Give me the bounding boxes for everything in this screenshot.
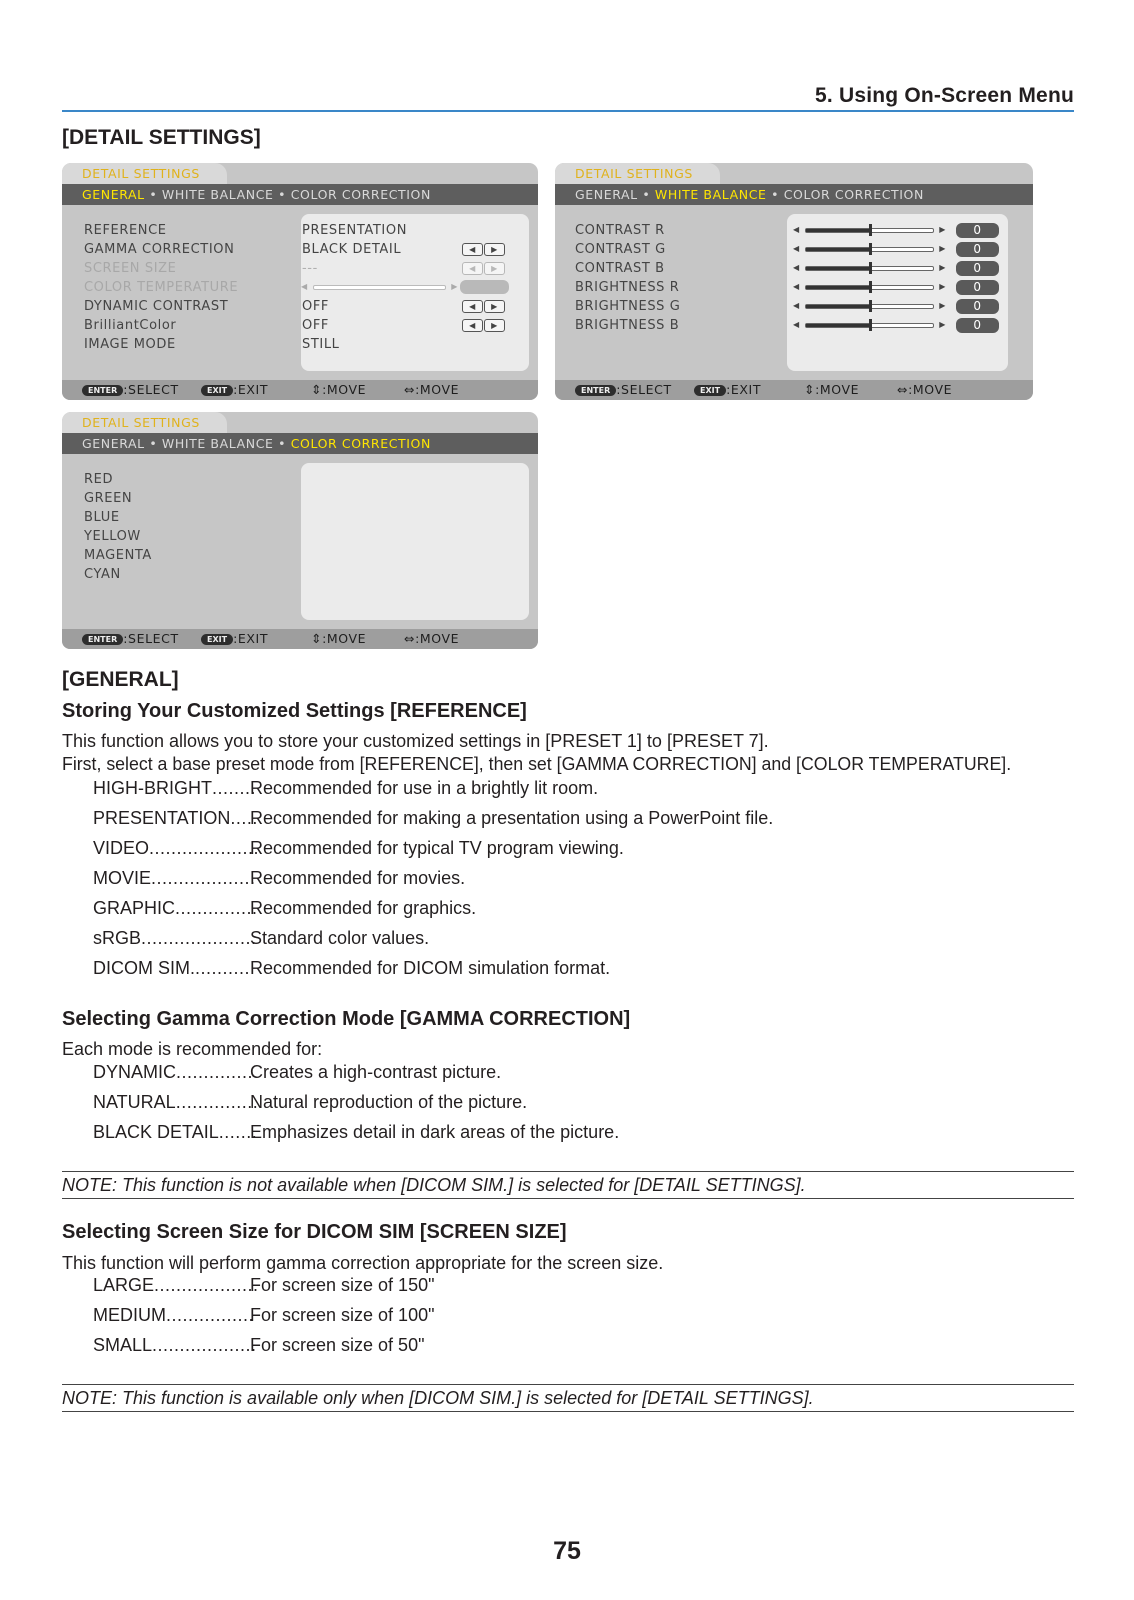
general-title: [GENERAL] [62,668,179,691]
exit-key-icon: EXIT [201,634,233,645]
definition-description: For screen size of 150" [250,1275,435,1295]
adjust-slider[interactable] [793,281,946,293]
menu-item-contrast-r[interactable]: CONTRAST R [575,223,665,238]
arrow-left-icon: ◀ [793,244,800,253]
value-box: 0 [956,223,999,238]
left-right-arrows[interactable] [462,300,506,313]
tab-color-correction[interactable]: COLOR CORRECTION [290,187,431,202]
menu-item-gamma-correction[interactable]: GAMMA CORRECTION [84,242,235,257]
value-box: 0 [956,318,999,333]
enter-key-icon: ENTER [575,385,616,396]
slider-handle[interactable] [869,319,872,331]
screen-size-item [93,1300,435,1330]
value-box [460,280,509,294]
definition-term: BLACK DETAIL [93,1122,219,1142]
slider-handle[interactable] [869,281,872,293]
osd-menu-white-balance [555,163,1033,400]
reference-title: Storing Your Customized Settings [REFERENCE] [62,700,527,722]
definition-description: Recommended for use in a brightly lit room. [250,778,599,798]
arrow-right-icon: ▶ [939,320,946,329]
arrow-right-icon: ▶ [939,301,946,310]
tab-general[interactable]: GENERAL [575,187,638,202]
value-gamma-correction: BLACK DETAIL [302,242,402,257]
definition-term: VIDEO [93,838,150,858]
footer-move-horizontal: ⇔:MOVE [897,382,953,397]
menu-item-yellow[interactable]: YELLOW [84,529,141,544]
leader-dots: ................... [154,1275,259,1295]
definition-term: sRGB [93,928,142,948]
reference-item [93,923,430,953]
value-box: 0 [956,261,999,276]
osd-menu-color-correction [62,412,538,649]
arrow-right-icon: ▶ [939,225,946,234]
gamma-definition-list [93,1057,620,1147]
osd-tab-bar [62,433,538,454]
definition-description: Recommended for movies. [250,868,466,888]
definition-term: GRAPHIC [93,898,176,918]
menu-item-green[interactable]: GREEN [84,491,133,506]
tab-white-balance[interactable]: WHITE BALANCE [161,187,274,202]
definition-term: SMALL [93,1335,153,1355]
leader-dots: .......... [195,958,251,978]
arrow-left-icon: ◀ [793,263,800,272]
tab-separator: • [278,187,287,202]
definition-term: HIGH-BRIGHT [93,778,212,798]
exit-key-icon: EXIT [201,385,233,396]
adjust-slider[interactable] [793,300,946,312]
value-box: 0 [956,242,999,257]
tab-color-correction[interactable]: COLOR CORRECTION [783,187,924,202]
osd-footer [62,380,538,400]
reference-item [93,863,466,893]
screen-size-intro: This function will perform gamma correction appropriate for the screen size. [62,1253,664,1273]
adjust-slider[interactable] [793,262,946,274]
definition-description: For screen size of 50" [250,1335,425,1355]
screen-size-title: Selecting Screen Size for DICOM SIM [SCREEN SIZE] [62,1221,567,1243]
definition-description: Recommended for making a presentation using a PowerPoint file. [250,808,774,828]
gamma-item [93,1117,620,1147]
value-brilliantcolor: OFF [302,318,329,333]
gamma-note: NOTE: This function is not available when [DICOM SIM.] is selected for [DETAIL SETTINGS]. [62,1171,1074,1199]
menu-item-brightness-g[interactable]: BRIGHTNESS G [575,299,681,314]
header-rule [62,110,1074,112]
gamma-intro: Each mode is recommended for: [62,1039,323,1059]
footer-select: :SELECT [616,382,672,397]
screen-size-item [93,1330,425,1360]
footer-move-vertical: ⇕:MOVE [311,631,367,646]
menu-item-brightness-b[interactable]: BRIGHTNESS B [575,318,680,333]
chapter-header: 5. Using On-Screen Menu [815,84,1074,107]
menu-item-brightness-r[interactable]: BRIGHTNESS R [575,280,680,295]
screen-size-note: NOTE: This function is available only when [DICOM SIM.] is selected for [DETAIL SETTINGS]. [62,1384,1074,1412]
enter-key-icon: ENTER [82,385,123,396]
left-right-arrows[interactable] [462,319,506,332]
reference-item [93,773,599,803]
leader-dots: .............. [176,1062,254,1082]
tab-white-balance[interactable]: WHITE BALANCE [654,187,767,202]
screen-size-item [93,1270,435,1300]
value-screen-size: --- [302,261,318,276]
value-reference: PRESENTATION [302,223,408,238]
value-image-mode: STILL [302,337,340,352]
adjust-slider[interactable] [793,243,946,255]
tab-separator: • [771,187,780,202]
tab-white-balance[interactable]: WHITE BALANCE [161,436,274,451]
arrow-right-icon: ▶ [484,300,505,313]
exit-key-icon: EXIT [694,385,726,396]
slider-handle[interactable] [869,224,872,236]
arrow-left-icon: ◀ [793,320,800,329]
gamma-item [93,1087,528,1117]
definition-description: Recommended for graphics. [250,898,477,918]
left-right-arrows [462,262,506,275]
menu-item-contrast-g[interactable]: CONTRAST G [575,242,666,257]
reference-definition-list [93,773,774,983]
menu-item-dynamic-contrast[interactable]: DYNAMIC CONTRAST [84,299,229,314]
footer-select: :SELECT [123,631,179,646]
arrow-left-icon: ◀ [793,301,800,310]
slider-handle[interactable] [869,243,872,255]
leader-dots: ................ [166,1305,255,1325]
footer-exit: :EXIT [726,382,762,397]
definition-description: Creates a high-contrast picture. [250,1062,502,1082]
reference-item [93,893,477,923]
menu-item-image-mode[interactable]: IMAGE MODE [84,337,176,352]
footer-move-horizontal: ⇔:MOVE [404,631,460,646]
value-dynamic-contrast: OFF [302,299,329,314]
reference-item [93,803,774,833]
value-box: 0 [956,299,999,314]
tab-general[interactable]: GENERAL [82,436,145,451]
gamma-item [93,1057,502,1087]
section-title: [DETAIL SETTINGS] [62,126,261,149]
arrow-right-icon: ▶ [939,282,946,291]
osd-tab-bar [62,184,538,205]
arrow-left-icon: ◀ [462,243,483,256]
definition-description: Standard color values. [250,928,430,948]
osd-title: DETAIL SETTINGS [62,412,227,433]
menu-item-screen-size: SCREEN SIZE [84,261,177,276]
osd-footer [555,380,1033,400]
definition-term: NATURAL [93,1092,176,1112]
osd-tab-bar [555,184,1033,205]
definition-description: Natural reproduction of the picture. [250,1092,528,1112]
leader-dots: ................... [152,1335,257,1355]
leader-dots: ........ [212,778,257,798]
gamma-title: Selecting Gamma Correction Mode [GAMMA CORRECTION] [62,1008,631,1030]
menu-item-blue[interactable]: BLUE [84,510,120,525]
definition-term: MOVIE [93,868,152,888]
arrow-left-icon: ◀ [462,319,483,332]
screen-size-definition-list [93,1270,435,1360]
menu-item-contrast-b[interactable]: CONTRAST B [575,261,665,276]
reference-item [93,953,611,983]
leader-dots: ................... [151,868,256,888]
menu-item-red[interactable]: RED [84,472,114,487]
arrow-left-icon: ◀ [793,282,800,291]
leader-dots: ............... [175,1092,259,1112]
leader-dots: ............... [175,898,258,918]
slider-handle[interactable] [869,262,872,274]
enter-key-icon: ENTER [82,634,123,645]
arrow-left-icon: ◀ [793,225,800,234]
left-right-arrows[interactable] [462,243,506,256]
tab-separator: • [149,436,158,451]
footer-select: :SELECT [123,382,179,397]
color-temperature-slider [301,281,458,293]
arrow-right-icon: ▶ [484,243,505,256]
definition-description: For screen size of 100" [250,1305,435,1325]
osd-footer [62,629,538,649]
leader-dots: .................... [149,838,260,858]
leader-dots: ....... [218,1122,258,1142]
leader-dots: ..... [230,808,258,828]
adjust-slider[interactable] [793,319,946,331]
footer-move-vertical: ⇕:MOVE [804,382,860,397]
reference-item [93,833,624,863]
menu-item-magenta[interactable]: MAGENTA [84,548,152,563]
footer-move-vertical: ⇕:MOVE [311,382,367,397]
menu-item-reference[interactable]: REFERENCE [84,223,167,238]
arrow-right-icon: ▶ [939,244,946,253]
value-box: 0 [956,280,999,295]
value-panel [301,463,529,620]
tab-separator: • [278,436,287,451]
menu-item-cyan[interactable]: CYAN [84,567,121,582]
footer-move-horizontal: ⇔:MOVE [404,382,460,397]
arrow-right-icon: ▶ [451,282,458,291]
tab-general[interactable]: GENERAL [82,187,145,202]
definition-description: Emphasizes detail in dark areas of the picture. [250,1122,620,1142]
footer-exit: :EXIT [233,382,269,397]
osd-menu-general [62,163,538,400]
leader-dots: ..................... [141,928,257,948]
tab-color-correction[interactable]: COLOR CORRECTION [290,436,431,451]
osd-title: DETAIL SETTINGS [555,163,720,184]
arrow-right-icon: ▶ [484,319,505,332]
definition-description: Recommended for typical TV program viewing. [250,838,624,858]
definition-term: DICOM SIM. [93,958,195,978]
definition-term: PRESENTATION [93,808,231,828]
definition-term: LARGE [93,1275,155,1295]
arrow-left-icon: ◀ [301,282,308,291]
reference-line-2: First, select a base preset mode from [REFERENCE], then set [GAMMA CORRECTION] and [COLOR TEMPERATURE]. [62,754,1012,774]
menu-item-color-temperature: COLOR TEMPERATURE [84,280,239,295]
arrow-right-icon: ▶ [484,262,505,275]
tab-separator: • [149,187,158,202]
arrow-left-icon: ◀ [462,262,483,275]
slider-handle[interactable] [869,300,872,312]
definition-term: MEDIUM [93,1305,166,1325]
tab-separator: • [642,187,651,202]
arrow-left-icon: ◀ [462,300,483,313]
footer-exit: :EXIT [233,631,269,646]
definition-description: Recommended for DICOM simulation format. [250,958,611,978]
reference-line-1: This function allows you to store your customized settings in [PRESET 1] to [PRESET 7]. [62,731,769,751]
osd-title: DETAIL SETTINGS [62,163,227,184]
arrow-right-icon: ▶ [939,263,946,272]
definition-term: DYNAMIC [93,1062,177,1082]
adjust-slider[interactable] [793,224,946,236]
page-number: 75 [553,1537,581,1565]
menu-item-brilliantcolor[interactable]: BrilliantColor [84,318,177,333]
